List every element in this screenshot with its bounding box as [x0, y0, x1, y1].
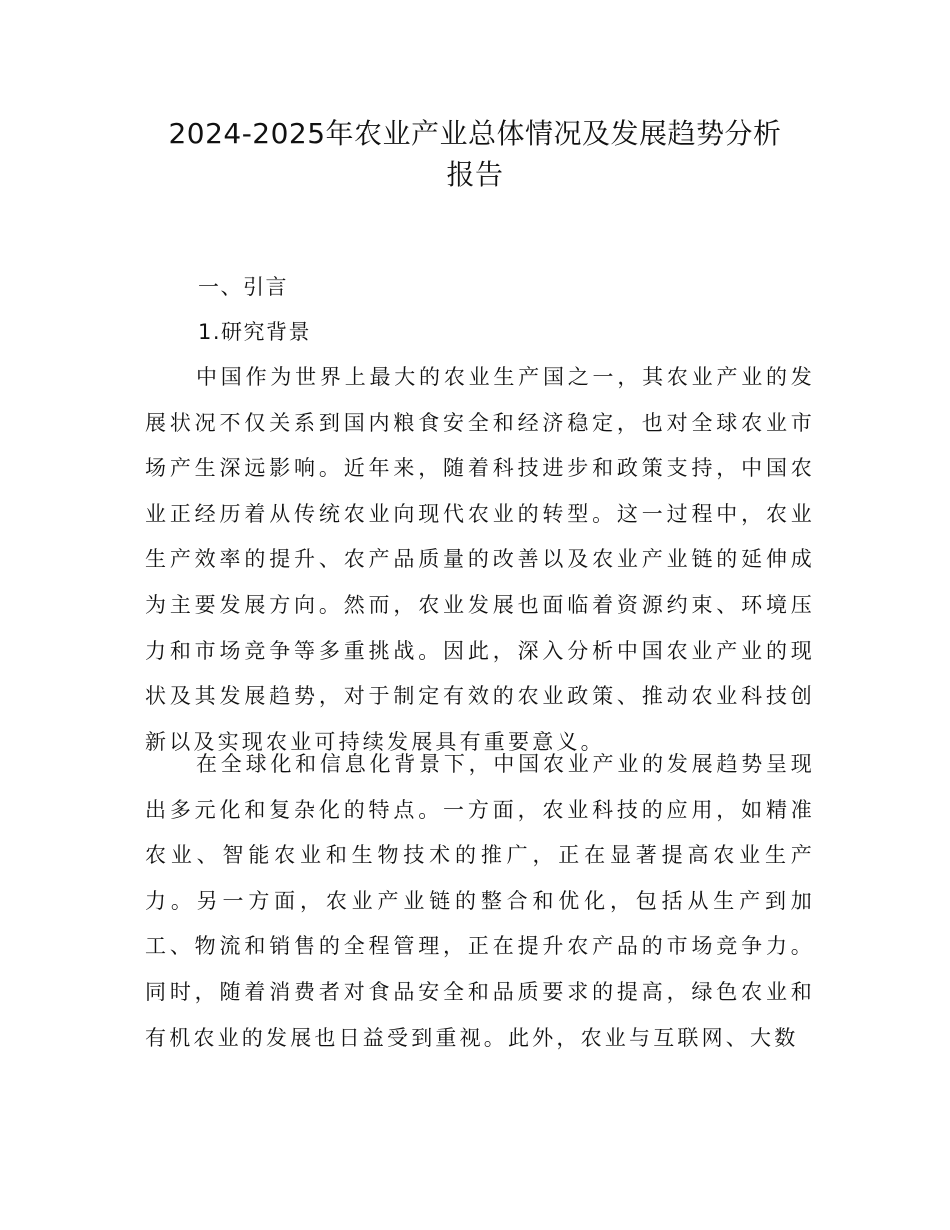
body-paragraph-2: 在全球化和信息化背景下，中国农业产业的发展趋势呈现出多元化和复杂化的特点。一方面，农业科技的应用，如精准农业、智能农业和生物技术的推广，正在显著提高农业生产力。另一方面，农业产业链的整合和优化，包括从生产到加工、物流和销售的全程管理，正在提升农产品的市场竞争力。同时，随着消费者对食品安全和品质要求的提高，绿色农业和有机农业的发展也日益受到重视。此外，农业与互联网、大数 — [145, 752, 815, 1050]
subsection-heading: 1.研究背景 — [198, 320, 312, 344]
body-paragraph-1: 中国作为世界上最大的农业生产国之一，其农业产业的发展状况不仅关系到国内粮食安全和经济稳定，也对全球农业市场产生深远影响。近年来，随着科技进步和政策支持，中国农业正经历着从传统农业向现代农业的转型。这一过程中，农业生产效率的提升、农产品质量的改善以及农业产业链的延伸成为主要发展方向。然而，农业发展也面临着资源约束、环境压力和市场竞争等多重挑战。因此，深入分析中国农业产业的现状及其发展趋势，对于制定有效的农业政策、推动农业科技创新以及实现农业可持续发展具有重要意义。 — [145, 365, 815, 754]
document-title-line-1: 2024-2025年农业产业总体情况及发展趋势分析 — [168, 117, 782, 150]
section-heading: 一、引言 — [198, 275, 288, 299]
document-title-line-2: 报告 — [446, 158, 504, 191]
